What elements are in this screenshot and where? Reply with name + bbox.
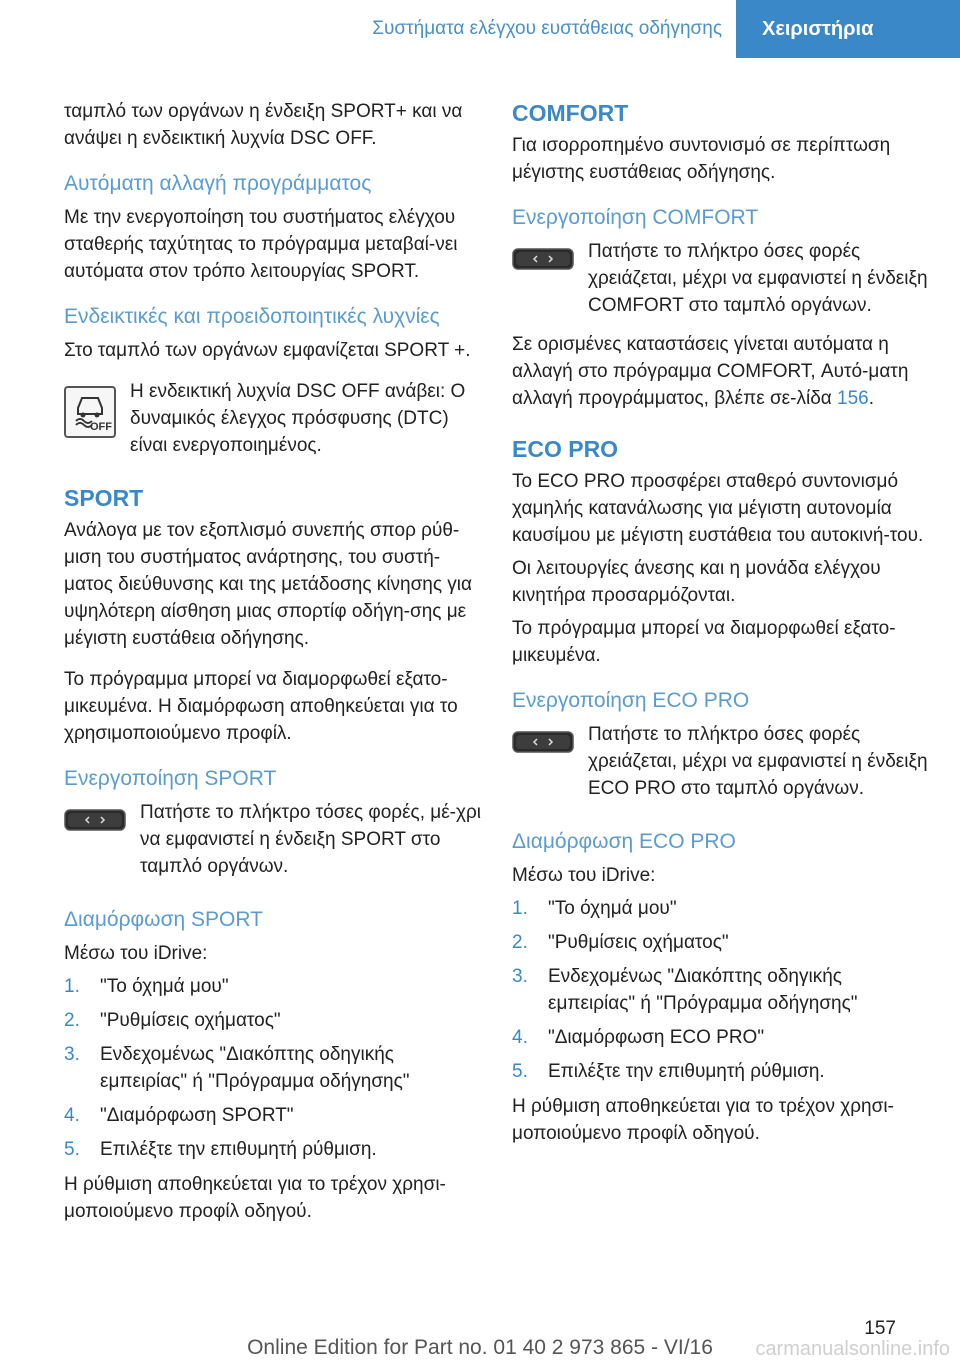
dsc-off-icon: [64, 386, 116, 443]
left-column: [64, 98, 484, 1239]
list-item: 1. "Το όχημά μου": [64, 976, 229, 997]
comfort-button-figure: [512, 238, 932, 319]
eco-pro-text-1: Το ECO PRO προσφέρει σταθερό συντονισμό χαμηλής κατανάλωσης για μέγιστη αυτονομία καυσίμου με μέγιστη ευστάθεια του αυτοκινή-του.: [512, 471, 924, 546]
comfort-heading: COMFORT: [512, 100, 629, 126]
dsc-off-figure: [64, 378, 484, 459]
list-item: 2. "Ρυθμίσεις οχήματος": [64, 1010, 281, 1031]
list-item: 5. Επιλέξτε την επιθυμητή ρύθμιση.: [512, 1061, 825, 1082]
list-item: 3. Ενδεχομένως "Διακόπτης οδηγικής εμπειρίας" ή "Πρόγραμμα οδήγησης": [64, 1044, 410, 1092]
comfort-text: Για ισορροπημένο συντονισμό σε περίπτωση μέγιστης ευστάθειας οδήγησης.: [512, 135, 891, 183]
driving-mode-button-icon: [512, 246, 574, 277]
eco-pro-config-heading: Διαμόρφωση ECO PRO: [512, 830, 736, 853]
comfort-activate-text: Πατήστε το πλήκτρο όσες φορές χρειάζεται, μέχρι να εμφανιστεί η ένδειξη COMFORT στο ταμπλό οργάνων.: [588, 241, 928, 316]
eco-pro-text-3: Το πρόγραμμα μπορεί να διαμορφωθεί εξατο-μικευμένα.: [512, 618, 896, 666]
sport-activate-text: Πατήστε το πλήκτρο τόσες φορές, μέ-χρι να εμφανιστεί η ένδειξη SPORT στο ταμπλό οργάνων.: [140, 802, 482, 877]
eco-pro-steps-list: [512, 895, 932, 1085]
eco-pro-text-2: Οι λειτουργίες άνεσης και η μονάδα ελέγχου κινητήρα προσαρμόζονται.: [512, 558, 881, 606]
auto-change-text: Με την ενεργοποίηση του συστήματος ελέγχου σταθερής ταχύτητας το πρόγραμμα μεταβαί-νει αυτόματα στον τρόπο λειτουργίας SPORT.: [64, 207, 458, 282]
eco-pro-config-intro: Μέσω του iDrive:: [512, 865, 656, 886]
list-item: 2. "Ρυθμίσεις οχήματος": [512, 932, 729, 953]
list-item: 4. "Διαμόρφωση SPORT": [64, 1105, 294, 1126]
sport-activate-heading: Ενεργοποίηση SPORT: [64, 767, 277, 790]
watermark: carmanualsonline.info: [755, 1338, 950, 1360]
comfort-auto-text: Σε ορισμένες καταστάσεις γίνεται αυτόματα η αλλαγή στο πρόγραμμα COMFORT, Αυτό-ματη αλλαγή προγράμματος, βλέπε σε-λίδα 156.: [512, 334, 909, 409]
warning-lights-text: Στο ταμπλό των οργάνων εμφανίζεται SPORT +.: [64, 340, 471, 361]
sport-steps-list: [64, 973, 484, 1163]
footer-edition: Online Edition for Part no. 01 40 2 973 865 - VI/16: [247, 1336, 713, 1359]
page-number: 157: [864, 1318, 896, 1339]
intro-text: ταμπλό των οργάνων η ένδειξη SPORT+ και να ανάψει η ενδεικτική λυχνία DSC OFF.: [64, 101, 463, 149]
dsc-off-text: Η ενδεικτική λυχνία DSC OFF ανάβει: Ο δυναμικός έλεγχος πρόσφυσης (DTC) είναι ενεργοποιημένος.: [130, 381, 466, 456]
eco-pro-activate-text: Πατήστε το πλήκτρο όσες φορές χρειάζεται, μέχρι να εμφανιστεί η ένδειξη ECO PRO στο ταμπλό οργάνων.: [588, 724, 928, 799]
sport-heading: SPORT: [64, 485, 144, 511]
driving-mode-button-icon: [64, 807, 126, 838]
driving-mode-button-icon: [512, 729, 574, 760]
right-column: [512, 98, 932, 1161]
sport-note: Η ρύθμιση αποθηκεύεται για το τρέχον χρησι-μοποιούμενο προφίλ οδηγού.: [64, 1174, 446, 1222]
eco-pro-button-figure: [512, 721, 932, 802]
list-item: 3. Ενδεχομένως "Διακόπτης οδηγικής εμπειρίας" ή "Πρόγραμμα οδήγησης": [512, 966, 858, 1014]
list-item: 5. Επιλέξτε την επιθυμητή ρύθμιση.: [64, 1139, 377, 1160]
section-title: Συστήματα ελέγχου ευστάθειας οδήγησης: [300, 0, 736, 58]
sport-config-heading: Διαμόρφωση SPORT: [64, 908, 264, 931]
eco-pro-heading: ECO PRO: [512, 436, 619, 462]
sport-config-intro: Μέσω του iDrive:: [64, 943, 208, 964]
warning-lights-heading: Ενδεικτικές και προειδοποιητικές λυχνίες: [64, 305, 440, 328]
sport-text-2: Το πρόγραμμα μπορεί να διαμορφωθεί εξατο-μικευμένα. Η διαμόρφωση αποθηκεύεται για το χρησιμοποιούμενο προφίλ.: [64, 669, 458, 744]
chapter-tab: Χειριστήρια: [736, 0, 960, 58]
eco-pro-activate-heading: Ενεργοποίηση ECO PRO: [512, 689, 750, 712]
sport-button-figure: [64, 799, 484, 880]
page-link[interactable]: 156: [837, 388, 869, 409]
auto-change-heading: Αυτόματη αλλαγή προγράμματος: [64, 172, 372, 195]
comfort-activate-heading: Ενεργοποίηση COMFORT: [512, 206, 759, 229]
list-item: 1. "Το όχημά μου": [512, 898, 677, 919]
sport-text-1: Ανάλογα με τον εξοπλισμό συνεπής σπορ ρύθ-μιση του συστήματος ανάρτησης, του συστή-ματος διεύθυνσης και της μετάδοσης κίνησης για υψηλότερη αίσθηση μιας σπορτίφ οδήγη-σης με μέγιστη ευστάθεια οδήγησης.: [64, 520, 473, 649]
dsc-off-icon-label: OFF: [90, 421, 112, 433]
eco-pro-note: Η ρύθμιση αποθηκεύεται για το τρέχον χρησι-μοποιούμενο προφίλ οδηγού.: [512, 1096, 894, 1144]
list-item: 4. "Διαμόρφωση ECO PRO": [512, 1027, 765, 1048]
